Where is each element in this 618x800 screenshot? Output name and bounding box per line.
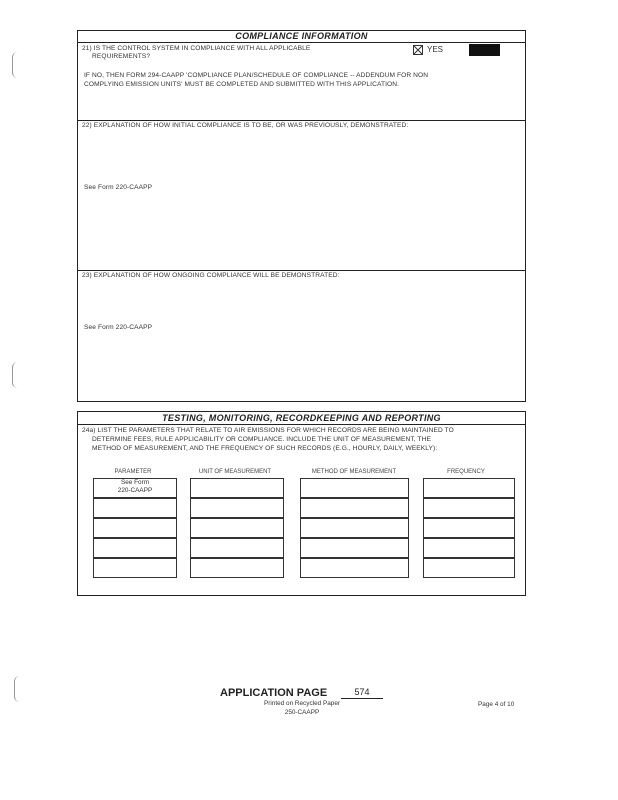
parameter-value-line1: See Form (120, 479, 150, 486)
redaction-block (469, 44, 500, 56)
q22-label: 22) EXPLANATION OF HOW INITIAL COMPLIANCE IS TO BE, OR WAS PREVIOUSLY, DEMONSTRATED: (82, 122, 409, 129)
compliance-title: COMPLIANCE INFORMATION (78, 31, 525, 43)
col-header-parameter: PARAMETER (114, 469, 152, 475)
q22-answer: See Form 220-CAAPP (84, 184, 153, 191)
binder-mark (14, 676, 25, 702)
application-page-number: 574 (341, 687, 383, 699)
unit-cell[interactable] (190, 518, 284, 538)
frequency-cell[interactable] (423, 538, 515, 558)
method-cell[interactable] (300, 558, 409, 578)
q21-note-line2: COMPLYING EMISSION UNITS' MUST BE COMPLETED AND SUBMITTED WITH THIS APPLICATION. (84, 81, 400, 88)
frequency-cell[interactable] (423, 558, 515, 578)
frequency-cell[interactable] (423, 518, 515, 538)
method-cell[interactable] (300, 498, 409, 518)
q21-block (78, 42, 525, 121)
testing-title: TESTING, MONITORING, RECORDKEEPING AND REPORTING (78, 412, 525, 425)
q23-label: 23) EXPLANATION OF HOW ONGOING COMPLIANCE WILL BE DEMONSTRATED: (82, 272, 340, 279)
q22-block (78, 120, 525, 271)
parameter-cell[interactable] (93, 558, 177, 578)
parameter-cell[interactable] (93, 498, 177, 518)
binder-mark (12, 52, 23, 78)
q24-line3: METHOD OF MEASUREMENT, AND THE FREQUENCY OF SUCH RECORDS (E.G., HOURLY, DAILY, WEEKLY): (92, 445, 438, 452)
method-cell[interactable] (300, 518, 409, 538)
unit-cell[interactable] (190, 558, 284, 578)
parameter-cell[interactable] (93, 518, 177, 538)
q21-label: 21) IS THE CONTROL SYSTEM IN COMPLIANCE WITH ALL APPLICABLE (82, 45, 311, 52)
parameter-value-line2: 220-CAAPP (117, 487, 153, 494)
unit-cell[interactable] (190, 498, 284, 518)
q23-block (78, 270, 525, 401)
frequency-cell[interactable] (423, 478, 515, 498)
method-cell[interactable] (300, 478, 409, 498)
q21-note-line1: IF NO, THEN FORM 294-CAAPP 'COMPLIANCE PLAN/SCHEDULE OF COMPLIANCE -- ADDENDUM FOR NON (84, 72, 429, 79)
parameter-cell[interactable] (93, 538, 177, 558)
method-cell[interactable] (300, 538, 409, 558)
binder-mark (12, 362, 23, 388)
check-x-icon (414, 46, 422, 54)
unit-cell[interactable] (190, 538, 284, 558)
application-page-label: APPLICATION PAGE (220, 687, 328, 699)
q24-line1: 24a) LIST THE PARAMETERS THAT RELATE TO AIR EMISSIONS FOR WHICH RECORDS ARE BEING MAINTAINED TO (82, 427, 454, 434)
yes-checkbox[interactable] (413, 45, 423, 55)
parameter-cell[interactable] (93, 478, 177, 498)
col-header-unit: UNIT OF MEASUREMENT (198, 469, 272, 475)
col-header-method: METHOD OF MEASUREMENT (311, 469, 397, 475)
testing-section (77, 411, 526, 596)
yes-label: YES (427, 45, 444, 54)
printed-on-recycled: Printed on Recycled Paper (263, 700, 341, 707)
q21-label-line2: REQUIREMENTS? (92, 53, 151, 60)
q23-answer: See Form 220-CAAPP (84, 324, 153, 331)
compliance-section (77, 30, 526, 402)
frequency-cell[interactable] (423, 498, 515, 518)
page-of: Page 4 of 10 (478, 701, 515, 708)
unit-cell[interactable] (190, 478, 284, 498)
q24-line2: DETERMINE FEES, RULE APPLICABILITY OR COMPLIANCE. INCLUDE THE UNIT OF MEASUREMENT, THE (92, 436, 431, 443)
form-id: 250-CAAPP (284, 709, 320, 716)
col-header-frequency: FREQUENCY (447, 469, 485, 475)
